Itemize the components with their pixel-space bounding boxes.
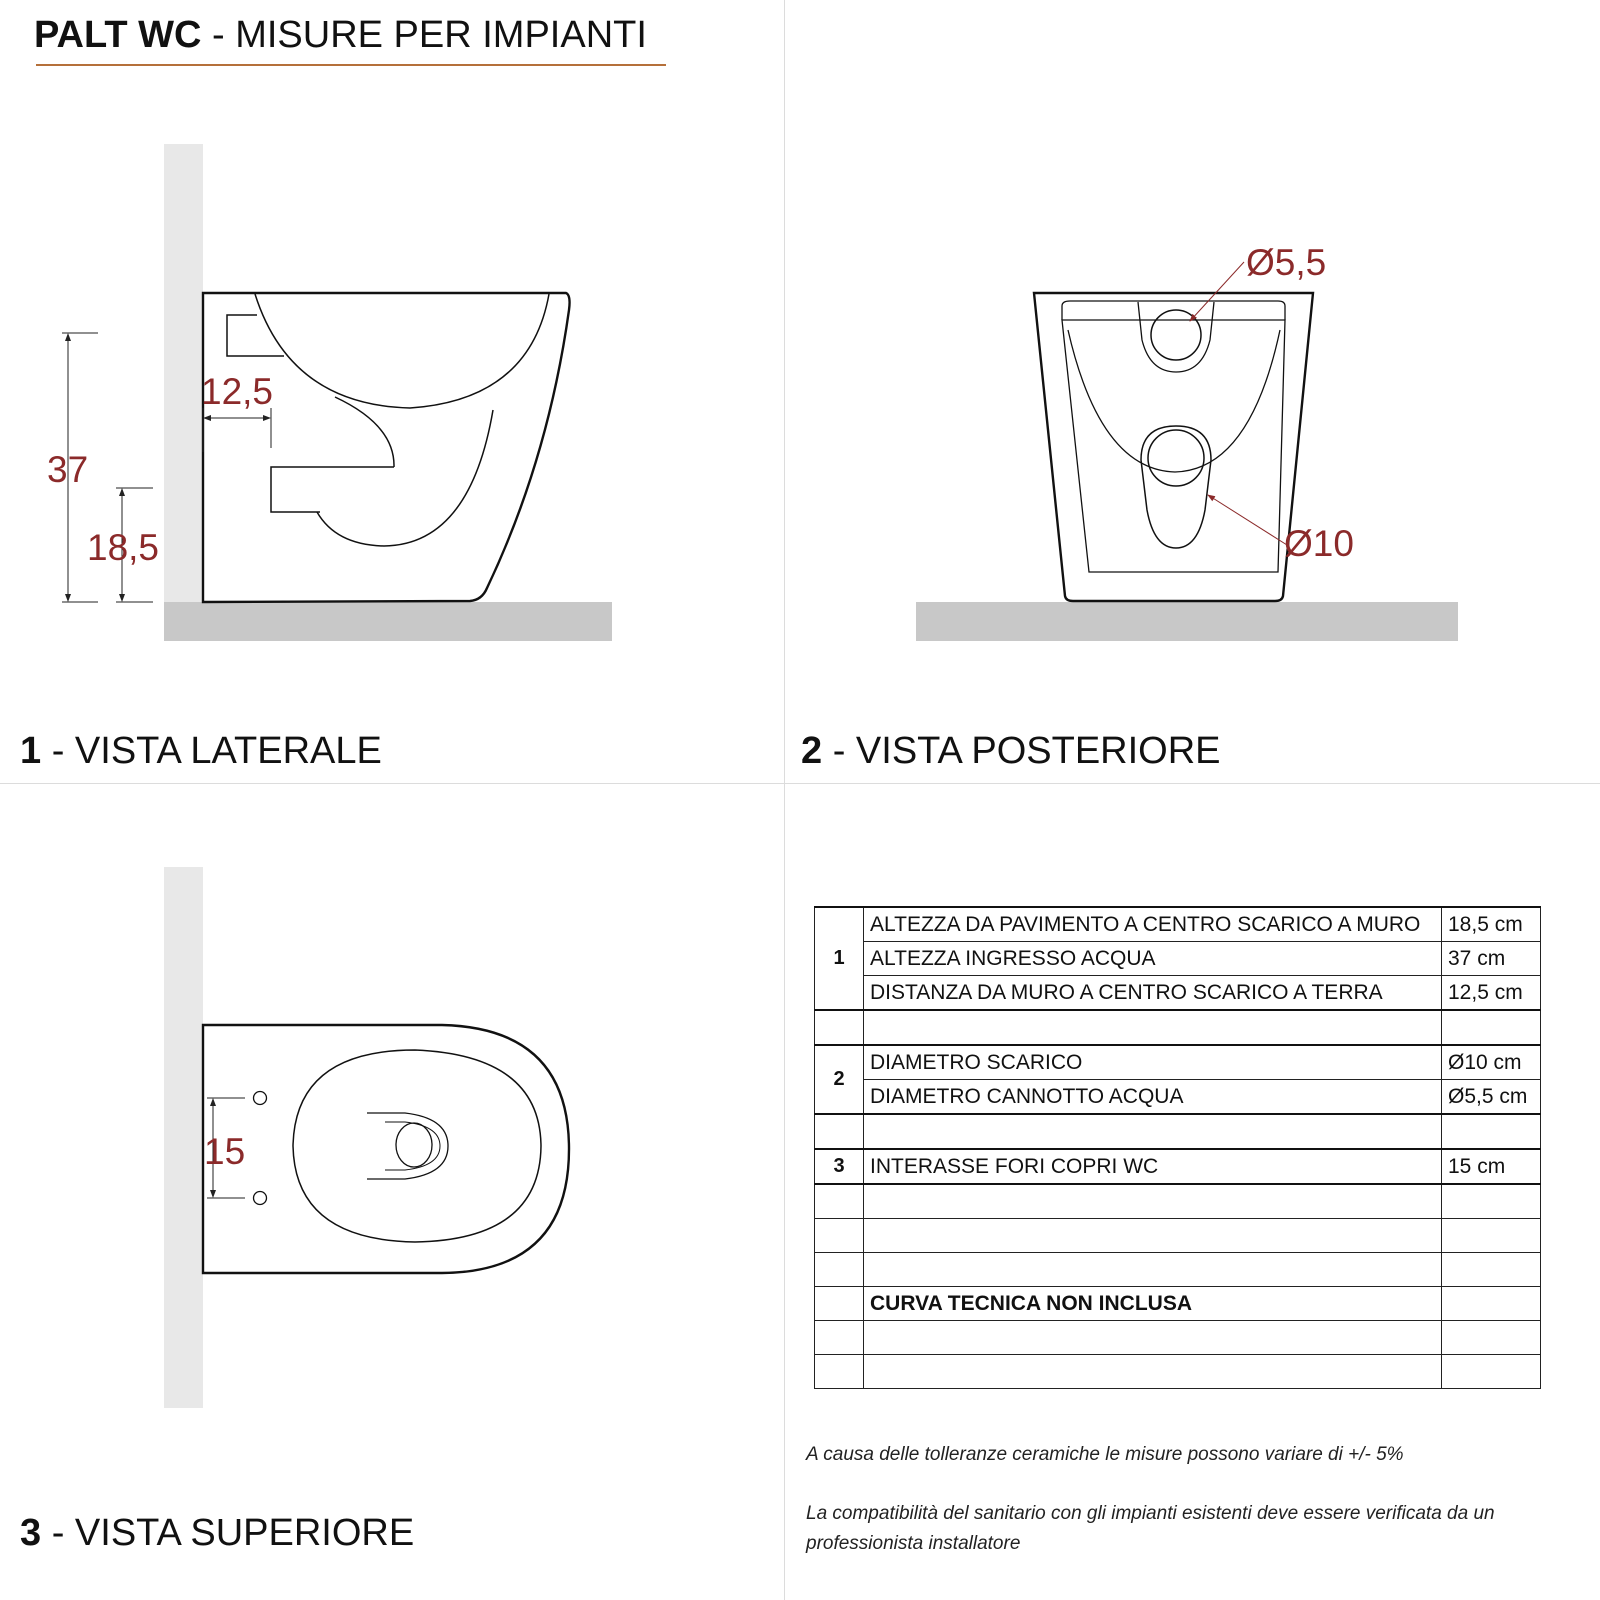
side-view-drain-pipe	[271, 467, 394, 512]
group-number: 3	[815, 1149, 864, 1184]
dim-drain-diameter: Ø10	[1284, 523, 1354, 564]
view-label-top	[20, 1512, 414, 1555]
group-number	[815, 1114, 864, 1149]
row-description: CURVA TECNICA NON INCLUSA	[864, 1287, 1442, 1321]
top-view-drawing	[164, 867, 569, 1408]
view-label-side	[20, 730, 382, 773]
row-value: Ø5,5 cm	[1442, 1080, 1541, 1115]
rear-view-bowl-curve	[1068, 330, 1280, 472]
side-view-wall	[164, 144, 203, 602]
rear-view-inlet-slot	[1138, 302, 1214, 372]
row-description: DIAMETRO CANNOTTO ACQUA	[864, 1080, 1442, 1115]
top-view-drain-ellipse	[396, 1123, 432, 1167]
row-value: 15 cm	[1442, 1149, 1541, 1184]
row-value: 18,5 cm	[1442, 907, 1541, 942]
table-row	[815, 1114, 1541, 1149]
row-value: Ø10 cm	[1442, 1045, 1541, 1080]
row-description: ALTEZZA DA PAVIMENTO A CENTRO SCARICO A MURO	[864, 907, 1442, 942]
dim-drain-height: 18,5	[87, 527, 160, 568]
table-row	[815, 976, 1541, 1011]
dim-water-inlet-height: 37	[47, 449, 89, 490]
tolerance-note: A causa delle tolleranze ceramiche le misure possono variare di +/- 5%	[806, 1444, 1404, 1465]
view-number: 3	[20, 1512, 42, 1554]
title-subtitle: - MISURE PER IMPIANTI	[212, 14, 647, 56]
row-value	[1442, 1114, 1541, 1149]
row-value	[1442, 1184, 1541, 1219]
row-value: 12,5 cm	[1442, 976, 1541, 1011]
rear-view-inner-frame	[1062, 320, 1285, 572]
row-description	[864, 1321, 1442, 1355]
view-title: - VISTA SUPERIORE	[51, 1512, 415, 1554]
rear-view-floor	[916, 602, 1458, 641]
top-view-wall	[164, 867, 203, 1408]
table-row	[815, 1045, 1541, 1080]
table-row	[815, 942, 1541, 976]
view-label-rear	[801, 730, 1221, 773]
side-view-trapway	[317, 410, 493, 546]
group-number	[815, 1219, 864, 1253]
row-description: ALTEZZA INGRESSO ACQUA	[864, 942, 1442, 976]
rear-view-drawing	[916, 242, 1458, 641]
row-description	[864, 1253, 1442, 1287]
table-row	[815, 1287, 1541, 1321]
rear-view-drain-hole	[1148, 430, 1204, 486]
group-number	[815, 1355, 864, 1389]
compatibility-note: La compatibilità del sanitario con gli impianti esistenti deve essere verificata da un professionista installatore	[806, 1503, 1495, 1554]
group-number	[815, 1321, 864, 1355]
view-title: - VISTA LATERALE	[51, 730, 382, 772]
row-description	[864, 1114, 1442, 1149]
row-value	[1442, 1253, 1541, 1287]
group-number	[815, 1184, 864, 1219]
side-view-floor	[164, 602, 612, 641]
group-number	[815, 1010, 864, 1045]
row-description	[864, 1355, 1442, 1389]
measurements-table	[814, 906, 1541, 1389]
product-name: PALT WC	[34, 14, 202, 56]
table-row	[815, 1149, 1541, 1184]
row-value: 37 cm	[1442, 942, 1541, 976]
row-value	[1442, 1010, 1541, 1045]
top-view-outline	[203, 1025, 569, 1273]
table-row	[815, 1219, 1541, 1253]
row-value	[1442, 1219, 1541, 1253]
table-row	[815, 1321, 1541, 1355]
row-value	[1442, 1355, 1541, 1389]
table-row	[815, 1080, 1541, 1115]
dim-wall-distance: 12,5	[201, 371, 274, 412]
dim-water-pipe-diameter: Ø5,5	[1246, 242, 1327, 283]
row-description	[864, 1184, 1442, 1219]
row-description	[864, 1010, 1442, 1045]
table-row	[815, 1010, 1541, 1045]
row-value	[1442, 1321, 1541, 1355]
group-number: 2	[815, 1045, 864, 1114]
side-view-toilet-outline	[203, 293, 570, 602]
row-description: DISTANZA DA MURO A CENTRO SCARICO A TERRA	[864, 976, 1442, 1011]
side-view-siphon	[335, 397, 394, 467]
view-title: - VISTA POSTERIORE	[832, 730, 1221, 772]
side-view-water-inlet	[227, 315, 284, 356]
table-row	[815, 907, 1541, 942]
group-number	[815, 1253, 864, 1287]
top-view-bowl	[293, 1050, 541, 1242]
side-view-bowl	[255, 294, 549, 408]
group-number: 1	[815, 907, 864, 1010]
dim-seat-holes-spacing: 15	[204, 1131, 246, 1172]
top-view-drain-opening	[367, 1113, 448, 1179]
row-description: DIAMETRO SCARICO	[864, 1045, 1442, 1080]
view-number: 1	[20, 730, 42, 772]
side-view-drawing	[47, 144, 612, 641]
row-value	[1442, 1287, 1541, 1321]
table-row	[815, 1253, 1541, 1287]
table-row	[815, 1184, 1541, 1219]
table-row	[815, 1355, 1541, 1389]
top-view-seat-hole-2	[254, 1192, 267, 1205]
view-number: 2	[801, 730, 823, 772]
top-view-seat-hole-1	[254, 1092, 267, 1105]
group-number	[815, 1287, 864, 1321]
row-description	[864, 1219, 1442, 1253]
row-description: INTERASSE FORI COPRI WC	[864, 1149, 1442, 1184]
